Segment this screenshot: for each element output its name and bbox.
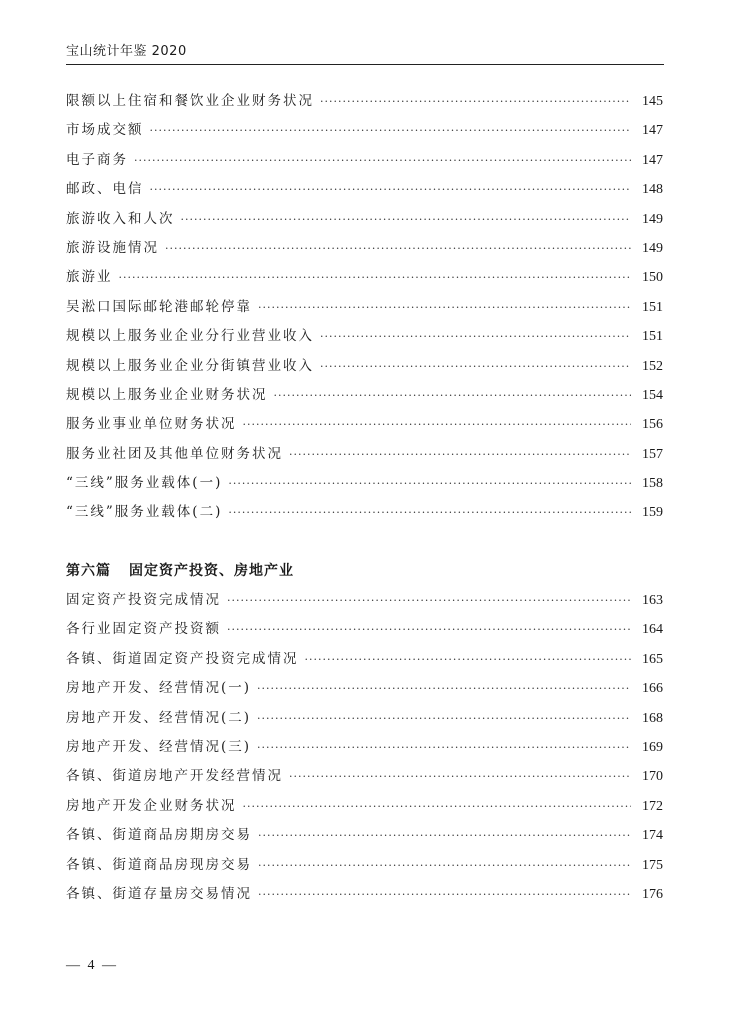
toc-entry[interactable] [66,880,663,909]
toc-entry[interactable] [66,440,663,469]
toc-entry[interactable] [66,674,663,703]
toc-entry-page: 159 [642,505,663,521]
dot-leader [150,175,632,204]
section-heading [66,560,294,580]
toc-entry-page: 170 [642,769,663,785]
toc-entry-page: 151 [642,329,663,345]
dot-leader [257,704,631,733]
toc-entry-title: 旅游收入和人次 [66,210,175,227]
toc-entry-page: 164 [642,622,663,638]
dot-leader [243,792,632,821]
toc-entry-page: 147 [642,123,663,139]
dot-leader [150,116,632,145]
toc-entry[interactable] [66,733,663,762]
toc-entry-page: 175 [642,857,663,873]
dot-leader [289,440,631,469]
dot-leader [227,615,631,644]
dot-leader [228,498,631,527]
dot-leader [228,469,631,498]
running-header [66,40,664,65]
toc-entry-title: 各镇、街道商品房期房交易 [66,827,252,844]
dot-leader [258,880,631,909]
dot-leader [165,234,631,263]
toc-entry-page: 172 [642,798,663,814]
toc-entry-title: 旅游设施情况 [66,239,159,256]
toc-entry-title: 规模以上服务业企业分行业营业收入 [66,328,314,345]
toc-entry[interactable] [66,645,663,674]
toc-entry[interactable] [66,615,663,644]
dot-leader [257,674,631,703]
toc-entry-title: 服务业社团及其他单位财务状况 [66,445,283,462]
dot-leader [289,762,631,791]
dot-leader [320,322,631,351]
toc-entry-title: 规模以上服务业企业财务状况 [66,386,268,403]
toc-entry-page: 149 [642,240,663,256]
toc-entry-page: 169 [642,739,663,755]
toc-entry-page: 154 [642,387,663,403]
toc-entry-page: 151 [642,299,663,315]
dot-leader [119,263,632,292]
toc-list-part1 [66,87,663,528]
toc-entry-title: 市场成交额 [66,122,144,139]
dot-leader [257,733,631,762]
toc-entry-title: 房地产开发、经营情况(二) [66,709,252,726]
toc-entry[interactable] [66,352,663,381]
toc-entry-title: “三线”服务业载体(二) [66,504,223,521]
toc-entry-title: 各镇、街道存量房交易情况 [66,885,252,902]
toc-entry[interactable] [66,586,663,615]
toc-entry-page: 150 [642,270,663,286]
toc-entry-page: 157 [642,446,663,462]
toc-entry-title: 房地产开发、经营情况(一) [66,680,252,697]
dot-leader [181,205,632,234]
dot-leader [274,381,632,410]
toc-entry-title: 固定资产投资完成情况 [66,592,221,608]
toc-entry[interactable] [66,322,663,351]
toc-entry-page: 147 [642,152,663,168]
toc-entry-title: 各镇、街道商品房现房交易 [66,856,252,873]
toc-entry-page: 158 [642,476,663,492]
toc-entry-page: 156 [642,417,663,433]
toc-entry-title: 电子商务 [66,151,128,168]
toc-entry-page: 168 [642,710,663,726]
toc-entry-page: 152 [642,358,663,374]
toc-entry-title: 限额以上住宿和餐饮业企业财务状况 [66,93,314,109]
toc-entry[interactable] [66,498,663,527]
section-label: 第六篇 [66,563,111,579]
toc-entry-title: 房地产开发、经营情况(三) [66,738,252,755]
toc-entry[interactable] [66,263,663,292]
toc-entry-title: 房地产开发企业财务状况 [66,797,237,814]
toc-entry-title: 各行业固定资产投资额 [66,621,221,638]
dot-leader [243,410,632,439]
toc-entry[interactable] [66,704,663,733]
dot-leader [227,586,631,615]
yearbook-title: 宝山统计年鉴 2020 [66,44,187,59]
toc-entry-page: 163 [642,593,663,608]
toc-entry[interactable] [66,381,663,410]
toc-entry[interactable] [66,205,663,234]
toc-entry-title: 吴淞口国际邮轮港邮轮停靠 [66,298,252,315]
toc-entry[interactable] [66,146,663,175]
toc-entry-page: 148 [642,182,663,198]
toc-list-part2 [66,586,663,909]
dot-leader [320,352,631,381]
toc-entry[interactable] [66,234,663,263]
toc-entry-title: “三线”服务业载体(一) [66,475,223,492]
toc-entry[interactable] [66,821,663,850]
toc-entry[interactable] [66,851,663,880]
toc-entry[interactable] [66,293,663,322]
toc-entry-page: 165 [642,651,663,667]
toc-entry-title: 服务业事业单位财务状况 [66,416,237,433]
toc-entry[interactable] [66,792,663,821]
dot-leader [320,87,631,116]
dot-leader [258,293,631,322]
toc-entry-page: 145 [642,94,663,109]
toc-entry-page: 166 [642,681,663,697]
dot-leader [305,645,632,674]
dot-leader [258,851,631,880]
dot-leader [134,146,631,175]
dot-leader [258,821,631,850]
section-title: 固定资产投资、房地产业 [129,563,294,579]
toc-entry[interactable] [66,762,663,791]
toc-entry[interactable] [66,469,663,498]
toc-entry-page: 149 [642,211,663,227]
toc-entry-title: 旅游业 [66,269,113,286]
toc-entry[interactable] [66,116,663,145]
toc-entry-title: 各镇、街道房地产开发经营情况 [66,768,283,785]
footer-page-number: — 4 — [66,958,118,973]
toc-entry-title: 规模以上服务业企业分街镇营业收入 [66,357,314,374]
toc-entry[interactable] [66,175,663,204]
toc-entry-page: 176 [642,886,663,902]
toc-entry[interactable] [66,87,663,116]
toc-entry-title: 各镇、街道固定资产投资完成情况 [66,650,299,667]
toc-entry[interactable] [66,410,663,439]
toc-entry-page: 174 [642,828,663,844]
toc-entry-title: 邮政、电信 [66,181,144,198]
